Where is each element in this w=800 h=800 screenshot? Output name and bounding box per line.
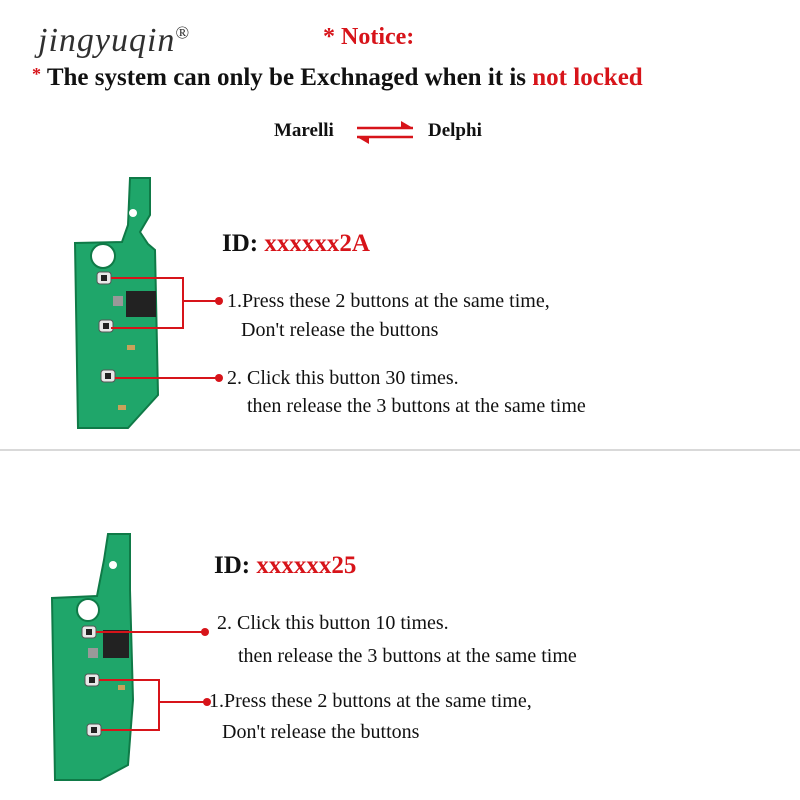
pcb-board-1 — [75, 178, 158, 428]
section1-step1-line1: 1.Press these 2 buttons at the same time, — [227, 290, 550, 312]
callout-dot-step1 — [215, 297, 223, 305]
section2-step1-line1: 1.Press these 2 buttons at the same time, — [209, 690, 532, 712]
callout-dot-step2 — [215, 374, 223, 382]
notice-star: * — [32, 64, 41, 84]
section2-step2-line1: 2. Click this button 10 times. — [217, 612, 449, 634]
section1-step2-line1: 2. Click this button 30 times. — [227, 367, 459, 389]
pcb-board-2 — [52, 534, 133, 780]
section-divider — [0, 449, 800, 451]
section2-id — [214, 552, 356, 580]
notice-text: The system can only be Exchnaged when it is — [46, 64, 527, 91]
section2-step2-line2: then release the 3 buttons at the same time — [238, 645, 577, 667]
section2-step1-line2: Don't release the buttons — [222, 721, 420, 743]
notice-title: * Notice: — [323, 24, 415, 50]
section2-id-label: ID: — [214, 552, 251, 579]
exchange-arrows-icon — [357, 121, 413, 144]
section2-id-value: xxxxxx25 — [256, 552, 357, 579]
registered-mark: ® — [175, 22, 191, 43]
section1-step1-line2: Don't release the buttons — [241, 319, 439, 341]
section1-id — [222, 230, 370, 258]
section1-id-label: ID: — [222, 230, 259, 257]
callout-dot-s2-step2 — [201, 628, 209, 636]
swap-to: Delphi — [428, 120, 482, 141]
brand-name: jingyuqin — [38, 22, 176, 59]
notice-warning: not locked — [532, 64, 643, 91]
section1-id-value: xxxxxx2A — [264, 230, 370, 257]
section1-step2-line2: then release the 3 buttons at the same time — [247, 395, 586, 417]
swap-from: Marelli — [274, 120, 334, 141]
